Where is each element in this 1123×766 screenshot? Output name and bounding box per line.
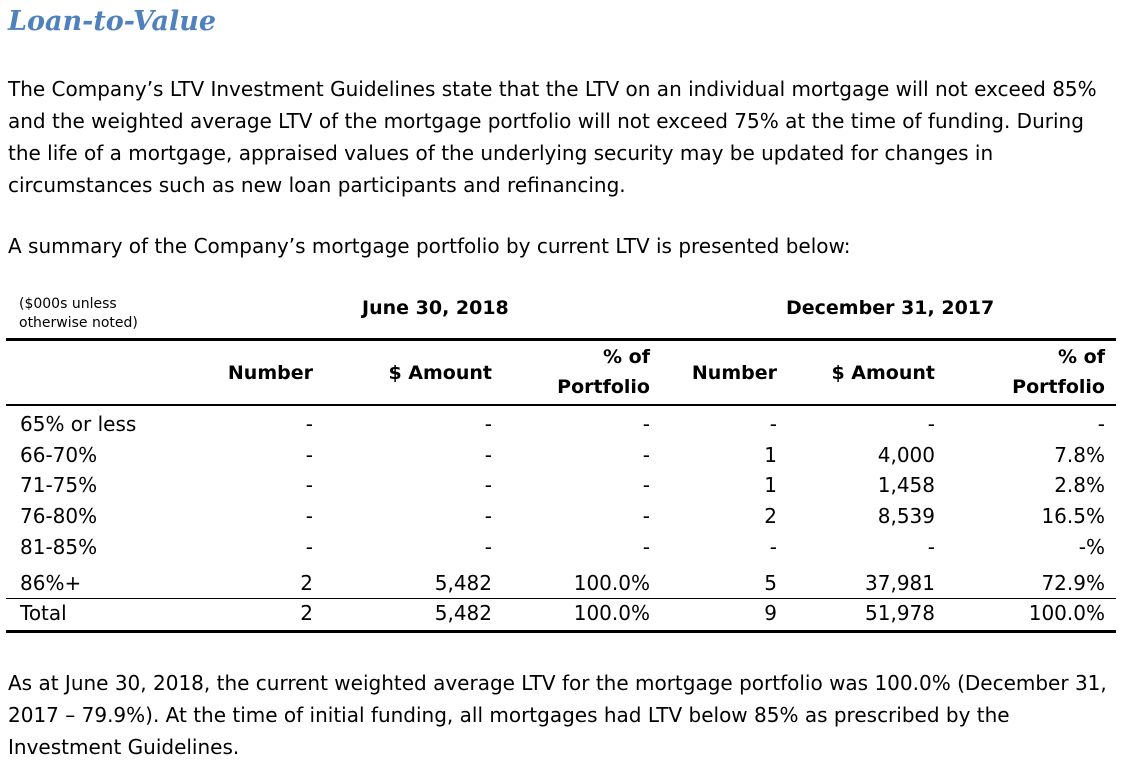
cell-pct-dec: -% (1078, 535, 1105, 559)
row-label: 71-75% (20, 473, 98, 497)
section-heading: Loan-to-Value (8, 6, 217, 37)
col-header-number-jun: Number (227, 362, 313, 384)
cell-amount-dec: 37,981 (865, 571, 935, 595)
table-top-rule (6, 338, 1116, 341)
cell-number-jun: - (305, 504, 313, 528)
row-label: 81-85% (20, 535, 98, 559)
cell-amount-jun: 5,482 (434, 571, 492, 595)
cell-number-jun: - (305, 412, 313, 436)
cell-amount-dec: - (927, 412, 935, 436)
cell-pct-dec: 7.8% (1054, 443, 1105, 467)
cell-amount-dec: 4,000 (877, 443, 935, 467)
table-bottom-rule (6, 630, 1116, 633)
cell-amount-jun: - (484, 535, 492, 559)
cell-number-dec: 1 (764, 443, 777, 467)
cell-number-dec: - (769, 412, 777, 436)
cell-pct-jun: - (642, 412, 650, 436)
row-label: 66-70% (20, 443, 98, 467)
col-header-pct-line2: Portfolio (1012, 376, 1105, 398)
cell-pct-dec: 72.9% (1041, 571, 1105, 595)
cell-number-jun: 2 (300, 601, 313, 625)
cell-pct-jun: - (642, 443, 650, 467)
col-header-amount-dec: $ Amount (831, 362, 935, 384)
cell-amount-jun: - (484, 473, 492, 497)
cell-amount-dec: 1,458 (877, 473, 935, 497)
cell-number-dec: 9 (764, 601, 777, 625)
col-header-pct-line1: % of (1058, 346, 1105, 368)
cell-pct-jun: - (642, 504, 650, 528)
cell-amount-dec: 51,978 (865, 601, 935, 625)
cell-number-jun: - (305, 443, 313, 467)
col-header-number-dec: Number (691, 362, 777, 384)
col-header-pct-jun (526, 342, 650, 402)
cell-amount-jun: 5,482 (434, 601, 492, 625)
cell-amount-dec: 8,539 (877, 504, 935, 528)
header-bottom-rule (6, 404, 1116, 406)
cell-amount-jun: - (484, 443, 492, 467)
total-top-rule (6, 598, 1116, 599)
cell-pct-dec: 2.8% (1054, 473, 1105, 497)
closing-paragraph: As at June 30, 2018, the current weighted average LTV for the mortgage portfolio was 100.0% (December 31, 2017 – 79.9%). At the time of initial funding, all mortgages had LTV below 85% as prescribed by the Investment Guidelines. (8, 671, 1107, 759)
cell-amount-dec: - (927, 535, 935, 559)
row-label: 86%+ (20, 571, 82, 595)
summary-paragraph: A summary of the Company’s mortgage portfolio by current LTV is presented below: (8, 234, 851, 258)
col-header-amount-jun: $ Amount (388, 362, 492, 384)
cell-pct-dec: 16.5% (1041, 504, 1105, 528)
cell-number-dec: 5 (764, 571, 777, 595)
cell-number-jun: 2 (300, 571, 313, 595)
cell-number-dec: 1 (764, 473, 777, 497)
cell-pct-jun: - (642, 473, 650, 497)
cell-number-jun: - (305, 473, 313, 497)
cell-pct-dec: 100.0% (1028, 601, 1105, 625)
cell-pct-jun: - (642, 535, 650, 559)
period-june-2018: June 30, 2018 (362, 297, 509, 319)
ltv-table (6, 292, 1116, 637)
intro-paragraph: The Company’s LTV Investment Guidelines state that the LTV on an individual mortgage will not exceed 85% and the weighted average LTV of the mortgage portfolio will not exceed 75% at the time of funding. During the life of a mortgage, appraised values of the underlying security may be updated for changes in circumstances such as new loan participants and refinancing. (8, 77, 1097, 197)
col-header-pct-line2: Portfolio (557, 376, 650, 398)
row-label: 76-80% (20, 504, 98, 528)
cell-pct-jun: 100.0% (573, 601, 650, 625)
col-header-pct-dec (966, 342, 1105, 402)
row-label: Total (20, 601, 67, 625)
cell-number-dec: - (769, 535, 777, 559)
cell-number-jun: - (305, 535, 313, 559)
cell-pct-dec: - (1097, 412, 1105, 436)
unit-note: ($000s unless otherwise noted) (19, 296, 138, 331)
cell-amount-jun: - (484, 412, 492, 436)
cell-pct-jun: 100.0% (573, 571, 650, 595)
row-label: 65% or less (20, 412, 137, 436)
col-header-pct-line1: % of (603, 346, 650, 368)
cell-amount-jun: - (484, 504, 492, 528)
cell-number-dec: 2 (764, 504, 777, 528)
period-dec-2017: December 31, 2017 (786, 297, 995, 319)
